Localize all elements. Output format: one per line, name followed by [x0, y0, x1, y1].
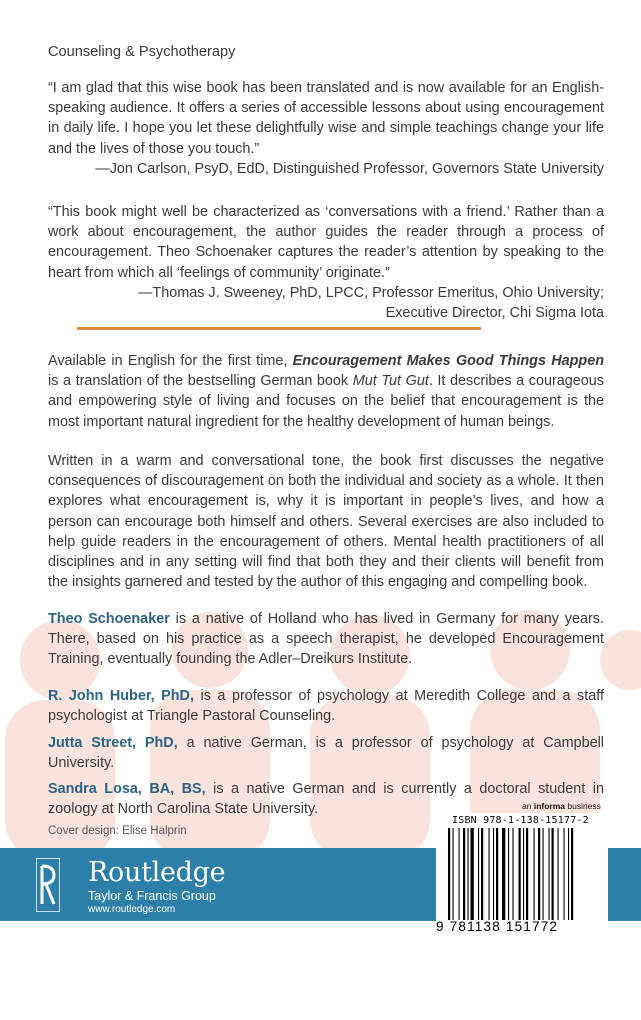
subject-category: Counseling & Psychotherapy	[48, 44, 236, 60]
isbn-label: ISBN 978-1-138-15177-2	[452, 815, 589, 826]
translator-bio-text: is a native German and is currently a doctoral student in zoology at North Carolina State University.	[48, 781, 604, 818]
quote-text: “I am glad that this wise book has been translated and is now available for an English-speaking audience. It offers a series of accessible lessons about using encouragement in daily life. I hope you let these delightfully wise and simple teachings change your life and the lives of those you touch.”	[48, 80, 604, 157]
barcode-stripe	[534, 828, 535, 920]
barcode-stripe	[549, 828, 550, 920]
barcode-stripe	[496, 828, 498, 920]
barcode-stripe	[571, 828, 573, 920]
routledge-r-logo-icon	[36, 858, 60, 912]
description-mid: is a translation of the bestselling German book	[48, 373, 353, 390]
author-bio-text: is a native of Holland who has lived in Germany for many years. There, based on his practice as a speech therapist, he developed Encouragement Training, eventually founding the Adler–Dreikurs Institute.	[48, 611, 604, 668]
informa-prefix: an	[522, 801, 534, 811]
translator-name: Sandra Losa, BA, BS,	[48, 781, 206, 797]
barcode-stripe	[558, 828, 559, 920]
translator-bio-text: is a professor of psychology at Meredith College and a staff psychologist at Triangle Pastoral Counseling.	[48, 688, 604, 725]
quote-attribution: —Jon Carlson, PsyD, EdD, Distinguished Professor, Governors State University	[95, 160, 604, 177]
publisher-block	[88, 858, 225, 916]
barcode-stripe	[519, 828, 521, 920]
divider-rule	[77, 327, 481, 330]
barcode-stripe	[508, 828, 509, 920]
publisher-group: Taylor & Francis Group	[88, 889, 216, 903]
barcode-stripe	[513, 828, 514, 920]
translator-name: R. John Huber, PhD,	[48, 688, 194, 704]
translator-bio-text: a native German, is a professor of psychology at Campbell University.	[48, 735, 604, 772]
barcode-stripe	[481, 828, 483, 920]
description-rest: . It describes a courageous and empowering style of living and focuses on the belief that encouragement is the most important natural ingredient for the healthy development of human beings.	[48, 373, 604, 430]
description-paragraph-2: Written in a warm and conversational tone, the book first discusses the negative consequences of discouragement on both the individual and society as a whole. It then explores what encouragement is, why it is important in people’s lives, and how a person can encourage both himself and others. Several exercises are also included to help guide readers in the encouragement of others. Mental health practitioners of all disciplines and in any setting will find that both they and their clients will benefit from the insights garnered and tested by the author of this engaging and compelling book.	[48, 453, 604, 591]
cover-design-credit: Cover design: Elise Halprin	[48, 825, 187, 837]
informa-business-tag	[522, 801, 601, 811]
publisher-name: Routledge	[88, 857, 226, 888]
quote-attribution-line2: Executive Director, Chi Sigma Iota	[385, 305, 604, 322]
informa-suffix: business	[565, 801, 601, 811]
description-paragraph-1	[48, 351, 604, 432]
barcode-stripe	[523, 828, 524, 920]
barcode-stripe	[538, 828, 540, 920]
book-title: Encouragement Makes Good Things Happen	[292, 353, 604, 369]
barcode-stripe	[564, 828, 565, 920]
translator-name: Jutta Street, PhD,	[48, 735, 178, 751]
barcode-stripe	[552, 828, 554, 920]
barcode-stripe	[502, 828, 505, 920]
endorsement-quote-2	[48, 202, 604, 323]
barcode-stripe	[453, 828, 454, 920]
barcode-stripe	[471, 828, 474, 920]
german-title: Mut Tut Gut	[352, 373, 429, 390]
translator-bio-street	[48, 733, 604, 773]
publisher-url[interactable]: www.routledge.com	[88, 904, 176, 915]
barcode-stripe	[526, 828, 528, 920]
endorsement-quote-1	[48, 78, 604, 179]
informa-word: informa	[533, 801, 565, 811]
description-lead: Available in English for the first time,	[48, 353, 293, 369]
author-bio	[48, 609, 604, 670]
barcode-stripe	[489, 828, 490, 920]
barcode-stripe	[493, 828, 494, 920]
barcode-stripe	[463, 828, 465, 920]
barcode-stripe	[459, 828, 460, 920]
author-name: Theo Schoenaker	[48, 611, 170, 627]
barcode-icon	[448, 828, 600, 920]
quote-attribution-line1: —Thomas J. Sweeney, PhD, LPCC, Professor Emeritus, Ohio University;	[138, 284, 604, 301]
barcode-stripe	[478, 828, 479, 920]
barcode-stripe	[468, 828, 469, 920]
translator-bio-huber	[48, 686, 604, 726]
barcode-stripe	[448, 828, 450, 920]
barcode-number: 9 781138 151772	[436, 919, 559, 934]
barcode-stripe	[543, 828, 544, 920]
barcode-stripe	[568, 828, 569, 920]
quote-text: “This book might well be characterized as ‘conversations with a friend.’ Rather than a work about encouragement, the author guides the reader through a process of encouragement. Theo Schoenaker captures the reader’s attention by speaking to the heart from which all ‘feelings of community’ originate.”	[48, 204, 604, 281]
